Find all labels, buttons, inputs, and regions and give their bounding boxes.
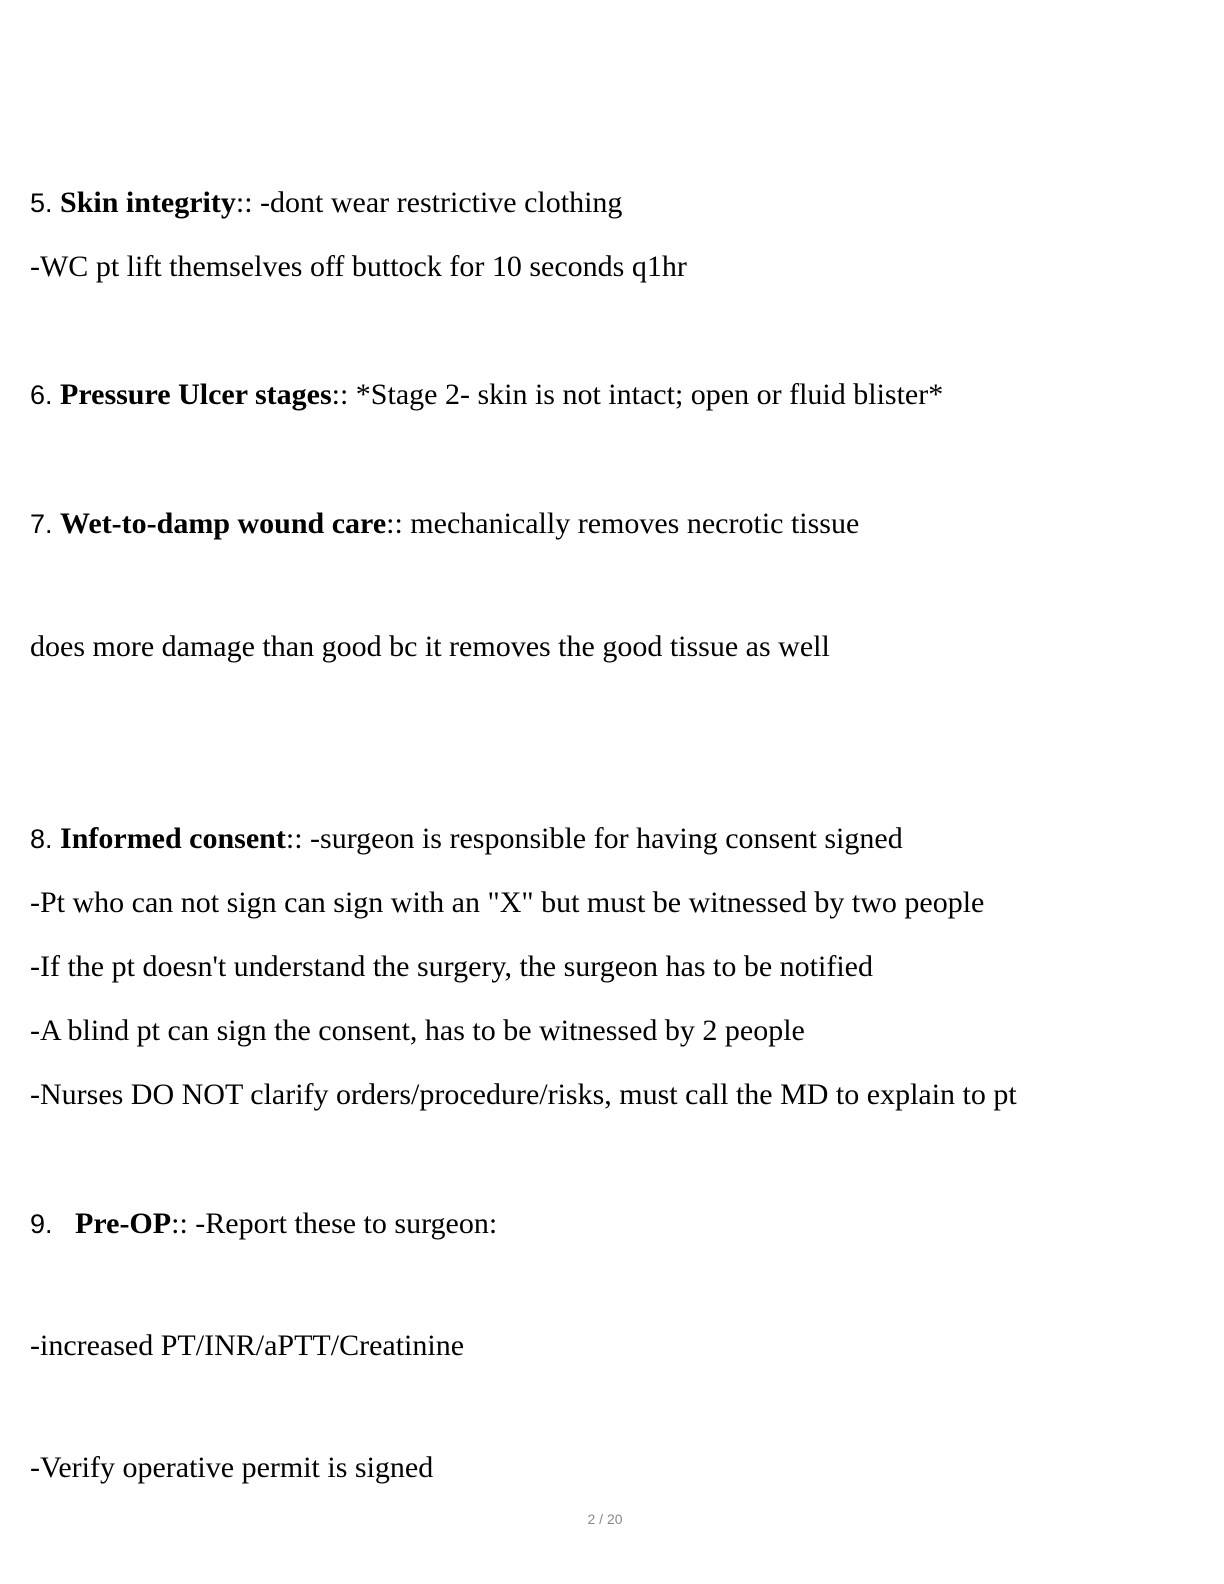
item-text: -WC pt lift themselves off buttock for 10 seconds q1hr — [30, 250, 687, 283]
item-5-heading — [30, 185, 622, 221]
item-term: Pre-OP — [75, 1207, 172, 1240]
item-6-heading — [30, 377, 943, 413]
item-8-heading — [30, 821, 903, 857]
item-number: 5. — [30, 188, 61, 218]
item-text: -Pt who can not sign can sign with an "X" but must be witnessed by two people — [30, 886, 985, 919]
item-text: -A blind pt can sign the consent, has to be witnessed by 2 people — [30, 1014, 805, 1047]
item-5-detail — [30, 249, 687, 285]
page-indicator: 2 / 20 — [587, 1511, 623, 1527]
item-term: Skin integrity — [60, 186, 236, 219]
item-7-detail — [30, 629, 830, 665]
item-term: Informed consent — [60, 822, 286, 855]
item-text: :: -dont wear restrictive clothing — [235, 186, 623, 219]
item-9-detail — [30, 1328, 464, 1364]
item-8-detail — [30, 1013, 805, 1049]
item-text: :: mechanically removes necrotic tissue — [386, 507, 860, 540]
item-9-heading — [30, 1206, 497, 1242]
item-number: 7. — [30, 509, 61, 539]
item-8-detail — [30, 949, 873, 985]
item-8-detail — [30, 885, 984, 921]
item-term: Wet-to-damp wound care — [60, 507, 387, 540]
item-7-heading — [30, 506, 859, 542]
item-9-detail — [30, 1450, 433, 1486]
item-text: :: -surgeon is responsible for having consent signed — [285, 822, 903, 855]
item-text: -If the pt doesn't understand the surgery, the surgeon has to be notified — [30, 950, 873, 983]
item-number: 8. — [30, 824, 61, 854]
item-text: :: -Report these to surgeon: — [171, 1207, 498, 1240]
item-text: -Verify operative permit is signed — [30, 1451, 434, 1484]
item-text: -increased PT/INR/aPTT/Creatinine — [30, 1329, 465, 1362]
item-number: 9. — [30, 1209, 76, 1239]
item-term: Pressure Ulcer stages — [60, 378, 332, 411]
item-8-detail — [30, 1077, 1017, 1113]
item-text: :: *Stage 2- skin is not intact; open or fluid blister* — [331, 378, 944, 411]
item-text: does more damage than good bc it removes the good tissue as well — [30, 630, 830, 663]
item-text: -Nurses DO NOT clarify orders/procedure/risks, must call the MD to explain to pt — [30, 1078, 1017, 1111]
item-number: 6. — [30, 380, 61, 410]
